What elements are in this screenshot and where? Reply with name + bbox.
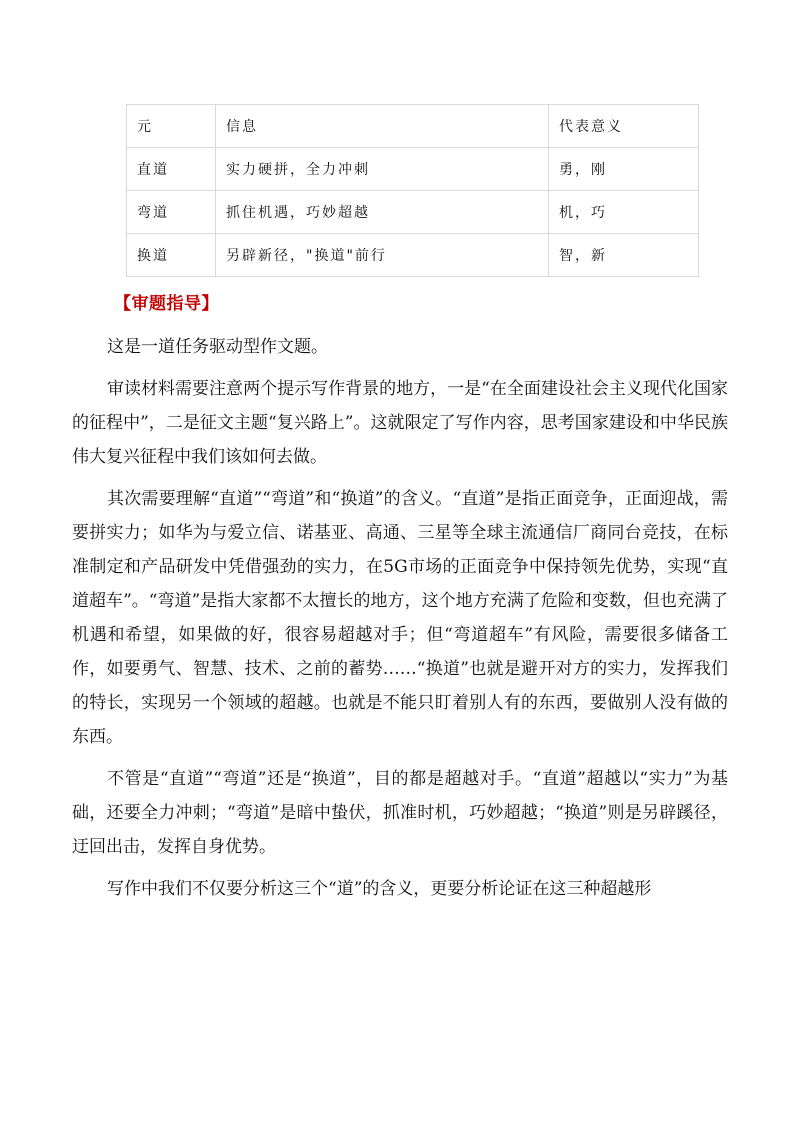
table-header-cell: 代表意义 [549,105,699,148]
info-table [126,104,699,277]
table-cell: 另辟新径，"换道"前行 [216,234,549,277]
table-cell: 弯道 [127,191,216,234]
table-header-cell: 元 [127,105,216,148]
paragraph: 审读材料需要注意两个提示写作背景的地方，一是“在全面建设社会主义现代化国家的征程中”，二是征文主题“复兴路上”。这就限定了写作内容，思考国家建设和中华民族伟大复兴征程中我们该如何去做。 [72,379,728,467]
paragraph: 写作中我们不仅要分析这三个“道”的含义，更要分析论证在这三种超越形 [107,879,652,899]
table-cell: 机，巧 [549,191,699,234]
table-cell: 勇，刚 [549,148,699,191]
table-row [127,191,699,234]
table-row [127,148,699,191]
table-cell: 抓住机遇，巧妙超越 [216,191,549,234]
table-cell: 智，新 [549,234,699,277]
paragraph: 不管是“直道”“弯道”还是“换道”，目的都是超越对手。“直道”超越以“实力”为基础，还要全力冲刺；“弯道”是暗中蛰伏，抓准时机，巧妙超越；“换道”则是另辟蹊径，迂回出击，发挥自身优势。 [72,769,728,857]
table-header-row [127,105,699,148]
body-text [72,330,728,914]
table-cell: 换道 [127,234,216,277]
paragraph: 这是一道任务驱动型作文题。 [107,337,328,357]
table-cell: 实力硬拼，全力冲刺 [216,148,549,191]
table-header-cell: 信息 [216,105,549,148]
paragraph: 其次需要理解“直道”“弯道”和“换道”的含义。“直道”是指正面竞争，正面迎战，需要拼实力；如华为与爱立信、诺基亚、高通、三星等全球主流通信厂商同台竞技，在标准制定和产品研发中凭借强劲的实力，在5G市场的正面竞争中保持领先优势，实现“直道超车”。“弯道”是指大家都不太擅长的地方，这个地方充满了危险和变数，但也充满了机遇和希望，如果做的好，很容易超越对手；但“弯道超车”有风险，需要很多储备工作，如要勇气、智慧、技术、之前的蓄势……“换道”也就是避开对方的实力，发挥我们的特长，实现另一个领域的超越。也就是不能只盯着别人有的东西，要做别人没有做的东西。 [72,489,728,747]
section-heading: 【审题指导】 [114,294,219,314]
table-row [127,234,699,277]
table-cell: 直道 [127,148,216,191]
